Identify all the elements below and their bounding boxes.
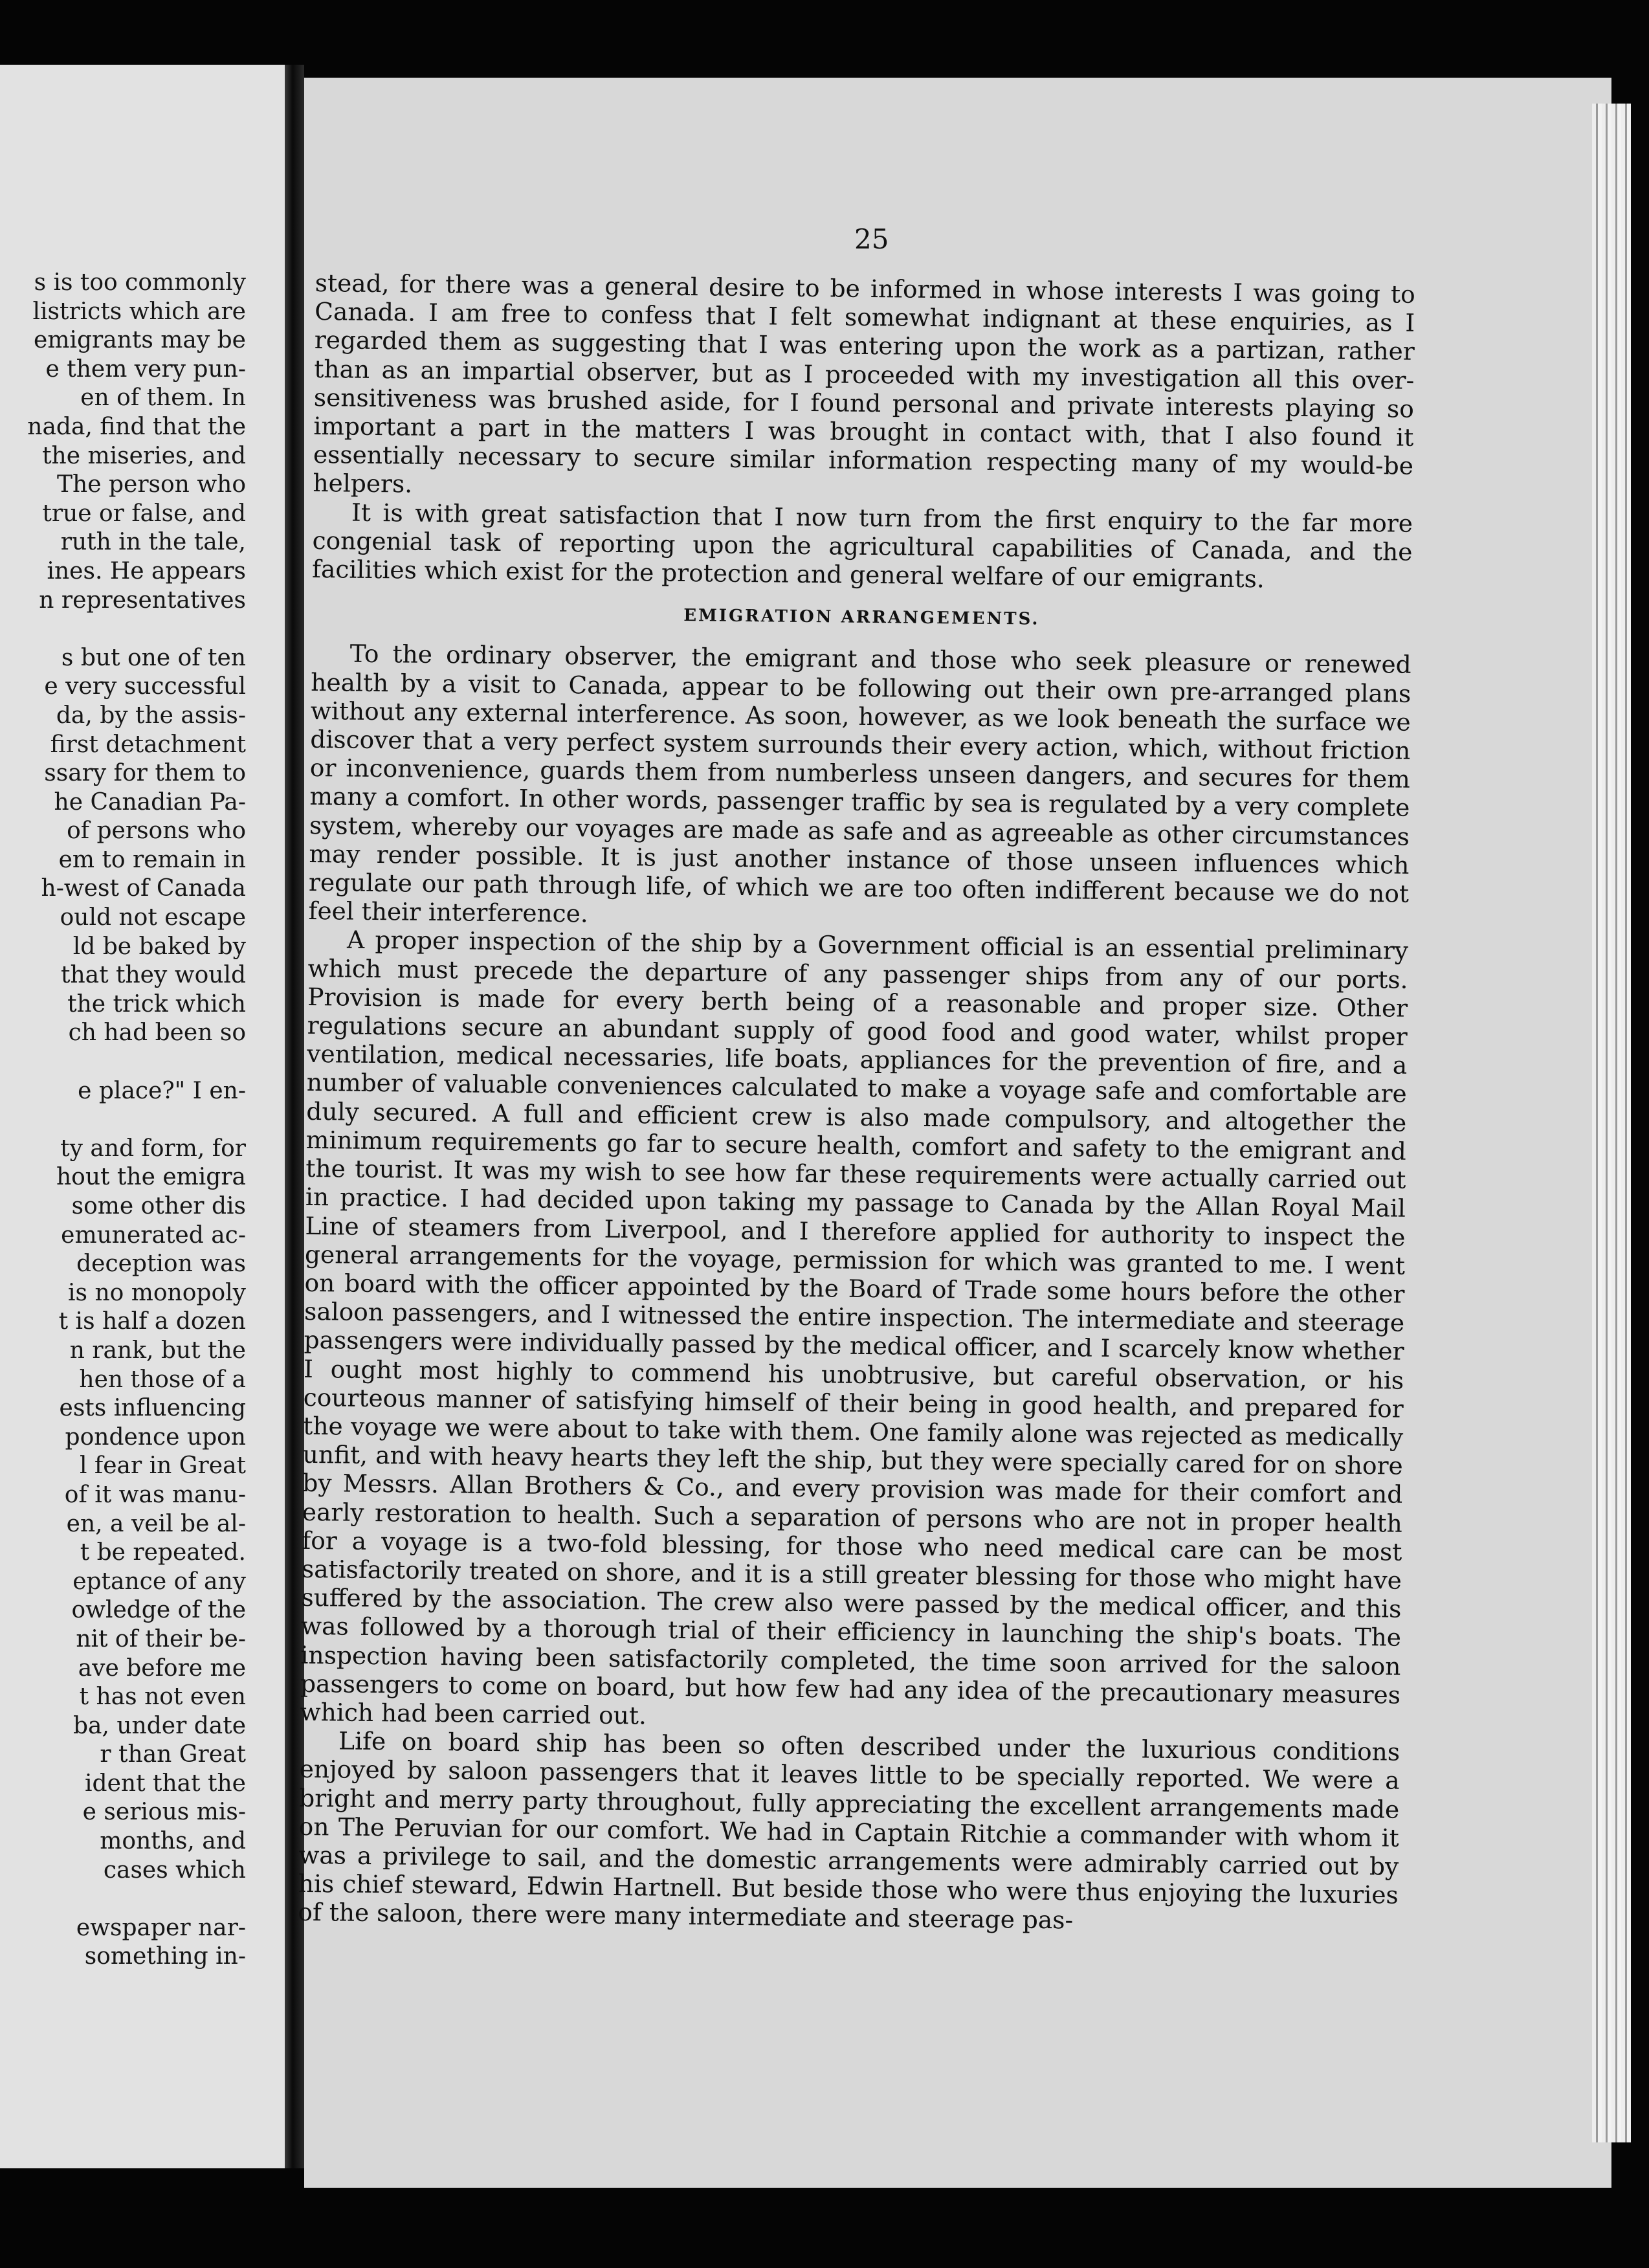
left-page-line: en of them. In — [80, 384, 246, 412]
left-page-line: that they would — [61, 962, 246, 989]
left-page-line: ld be baked by — [72, 933, 246, 960]
left-page-line: s but one of ten — [61, 644, 246, 671]
left-page-line: ty and form, for — [60, 1135, 246, 1162]
left-page-line: pondence upon — [65, 1423, 246, 1451]
left-page-line: e them very pun- — [45, 355, 246, 383]
left-page-line: listricts which are — [32, 298, 246, 325]
left-page-line: some other dis — [71, 1193, 246, 1219]
left-page — [0, 65, 285, 2168]
left-page-line: he Canadian Pa- — [54, 788, 246, 816]
left-page-line: first detachment — [50, 731, 246, 758]
left-page-line — [0, 1048, 278, 1077]
left-page-line: da, by the assis- — [56, 702, 246, 729]
left-page-line: deception was — [76, 1251, 246, 1278]
left-page-line: the trick which — [67, 990, 246, 1017]
left-page-line: ssary for them to — [44, 760, 246, 787]
left-page-line: ines. He appears — [47, 557, 246, 584]
paragraph: It is with great satisfaction that I now turn from the first enquiry to the far more congenial task of reporting upon the agricultural capabilities of Canada, and the facilities which exist for the protection and general welfare of our emigrants. — [311, 498, 1413, 594]
left-page-line: nit of their be- — [76, 1625, 246, 1652]
left-page-line: e very successful — [44, 673, 246, 700]
left-page-line: emunerated ac- — [61, 1221, 246, 1249]
left-page-line: ba, under date — [72, 1712, 246, 1739]
left-page-line: n representatives — [39, 586, 246, 614]
left-page-line: of persons who — [67, 817, 246, 845]
left-page-line: the miseries, and — [42, 442, 246, 469]
left-page-line: en, a veil be al- — [66, 1510, 246, 1537]
left-page-line: ould not escape — [60, 904, 246, 931]
paragraph: stead, for there was a general desire to be informed in whose interests I was going to Canada. I am free to confess that I felt somewhat indignant at these enquiries, as I regarded them as suggesting that I was entering upon the work as a partizan, rather than as an impartial observer, but as I proceeded with my investigation all this over-sensitiveness was brushed aside, for I found personal and private interests playing so important a part in the matters I was brought in contact with, that I also found it essentially necessary to secure similar information respecting many of my would-be helpers. — [313, 269, 1415, 499]
left-page-line: s is too commonly — [34, 269, 246, 296]
page-number: 25 — [854, 223, 889, 255]
left-page-line: ave before me — [78, 1654, 246, 1682]
section-heading: EMIGRATION ARRANGEMENTS. — [683, 606, 1040, 629]
left-page-line: t has not even — [79, 1684, 246, 1711]
left-page-text — [0, 269, 278, 1972]
left-page-line: hen those of a — [79, 1366, 246, 1393]
paragraph: A proper inspection of the ship by a Government official is an essential preliminary which must precede the departure of any passenger ships from any of our ports. Provision is made for every berth being of a reasonable and proper size. Other regulations secure an abundant supply of good food and good water, whilst proper ventilation, medical necessaries, life boats, appliances for the prevention of fire, and a number of valuable conveniences calculated to make a voyage safe and comfortable are duly secured. A full and efficient crew is also made compulsory, and altogether the minimum requirements go far to secure health, comfort and safety to the emigrant and the tourist. It was my wish to see how far these requirements were actually carried out in practice. I had decided upon taking my passage to Canada by the Allan Royal Mail Line of steamers from Liverpool, and I therefore applied for authority to inspect the general arrangements for the voyage, permission for which was granted to me. I went on board with the officer appointed by the Board of Trade some hours before the other saloon passengers, and I witnessed the entire inspection. The intermediate and steerage passengers were individually passed by the medical officer, and I scarcely know whether I ought most highly to commend his unobtrusive, but careful observation, or his courteous manner of satisfying himself of their being in good health, and prepared for the voyage we were about to take with them. One family alone was rejected as medically unfit, and with heavy hearts they left the ship, but they were specially cared for on shore by Messrs. Allan Brothers & Co., and every provision was made for their comfort and early restoration to health. Such a separation of persons who are not in proper health for a voyage is a two-fold blessing, for those who need medical care can be most satisfactorily treated on shore, and it is a still greater blessing for those who might have suffered by the association. The crew also were passed by the medical officer, and this was followed by a thorough trial of their efficiency in launching the ship's boats. The inspection having been satisfactorily completed, the time soon arrived for the saloon passengers to come on board, but how few had any idea of the precautionary measures which had been carried out. — [300, 926, 1409, 1730]
left-page-line: eptance of any — [72, 1568, 246, 1595]
left-page-line: e place?" I en- — [78, 1077, 246, 1104]
left-page-line: ruth in the tale, — [60, 529, 246, 556]
paragraph: To the ordinary observer, the emigrant and those who seek pleasure or renewed health by a visit to Canada, appear to be following out their own pre-arranged plans without any external interference. As soon, however, as we look beneath the surface we discover that a very perfect system surrounds their every action, which, without friction or inconvenience, guards them from numberless unseen dangers, and secures for them many a comfort. In other words, passenger traffic by sea is regulated by a very complete system, whereby our voyages are made as safe and as agreeable as other circumstances may render possible. It is just another instance of those unseen influences which regulate our path through life, of which we are too often indifferent because we do not feel their interference. — [308, 639, 1411, 928]
left-page-line: t be repeated. — [80, 1539, 246, 1566]
main-text — [298, 269, 1415, 1938]
left-page-line: t is half a dozen — [58, 1308, 246, 1335]
left-page-line: ch had been so — [68, 1019, 246, 1047]
left-page-line — [0, 1885, 278, 1914]
left-page-line: something in- — [84, 1943, 246, 1970]
left-page-line: n rank, but the — [69, 1337, 246, 1364]
left-page-line: l fear in Great — [79, 1452, 246, 1480]
left-page-line: ewspaper nar- — [76, 1914, 246, 1941]
left-page-line: ests influencing — [59, 1395, 246, 1422]
left-page-line: r than Great — [100, 1741, 246, 1768]
left-page-line: cases which — [103, 1856, 246, 1884]
left-page-line: ident that the — [85, 1770, 246, 1797]
left-page-line: months, and — [100, 1828, 246, 1855]
left-page-line — [0, 615, 278, 644]
left-page-line: nada, find that the — [27, 413, 246, 440]
left-page-line: of it was manu- — [64, 1481, 246, 1508]
left-page-line: is no monopoly — [68, 1279, 246, 1306]
left-page-line: e serious mis- — [82, 1799, 246, 1826]
left-page-line: The person who — [57, 471, 246, 498]
left-page-line: true or false, and — [42, 500, 246, 527]
left-page-line: h-west of Canada — [41, 875, 246, 902]
left-page-line: owledge of the — [71, 1597, 246, 1624]
paragraph: Life on board ship has been so often described under the luxurious conditions enjoyed by saloon passengers that it leaves little to be specially reported. We were a bright and merry party throughout, fully appreciating the excellent arrangements made on The Peruvian for our comfort. We had in Captain Ritchie a commander with whom it was a privilege to sail, and the domestic arrangements were admirably carried out by his chief steward, Edwin Hartnell. But beside those who were thus enjoying the luxuries of the saloon, there were many intermediate and steerage pas- — [298, 1726, 1400, 1935]
page-edge — [1592, 104, 1631, 2142]
left-page-line — [0, 1106, 278, 1135]
left-page-line: hout the emigra — [56, 1164, 246, 1191]
left-page-line: emigrants may be — [34, 327, 246, 354]
left-page-line: em to remain in — [58, 846, 246, 873]
